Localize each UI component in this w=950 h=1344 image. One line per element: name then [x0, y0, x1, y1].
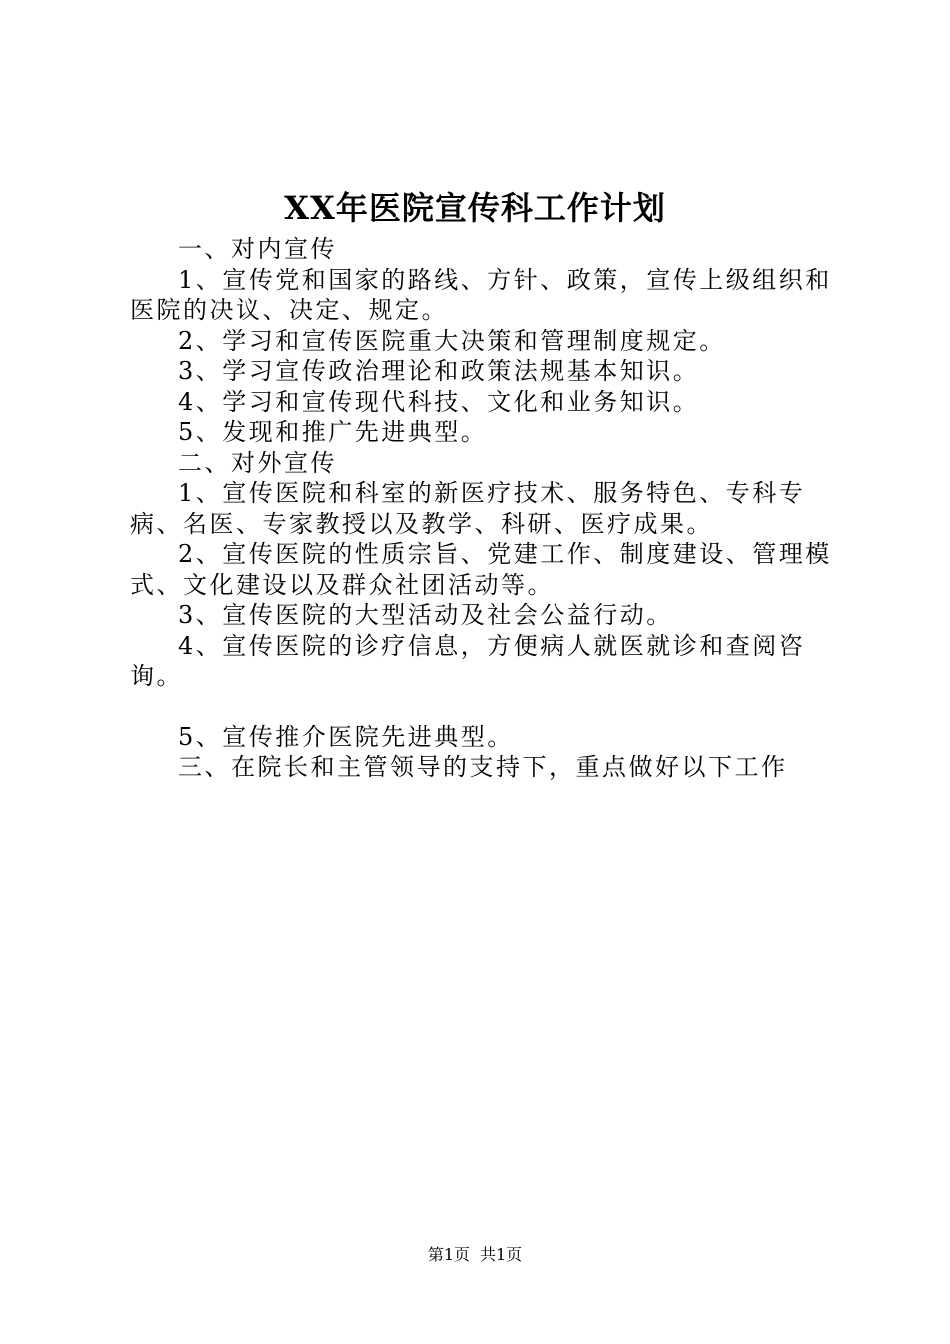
page-footer — [0, 1244, 950, 1266]
paragraph-internal-3: 3、学习宣传政治理论和政策法规基本知识。 — [178, 357, 700, 385]
paragraph-internal-1: 1、宣传党和国家的路线、方针、政策，宣传上级组织和医院的决议、决定、规定。 — [130, 265, 832, 324]
paragraph-external-2: 2、宣传医院的性质宗旨、党建工作、制度建设、管理模式、文化建设以及群众社团活动等。 — [130, 540, 832, 599]
document-body — [130, 234, 850, 783]
section-heading-external: 二、对外宣传 — [178, 448, 337, 477]
section-heading-key-work: 三、在院长和主管领导的支持下，重点做好以下工作 — [178, 753, 788, 781]
document-title: XX年医院宣传科工作计划 — [284, 189, 666, 227]
paragraph-external-1: 1、宣传医院和科室的新医疗技术、服务特色、专科专病、名医、专家教授以及教学、科研、医疗成果。 — [130, 479, 806, 538]
paragraph-external-3: 3、宣传医院的大型活动及社会公益行动。 — [178, 601, 673, 629]
paragraph-internal-4: 4、学习和宣传现代科技、文化和业务知识。 — [178, 387, 700, 416]
paragraph-external-4: 4、宣传医院的诊疗信息，方便病人就医就诊和查阅咨询。 — [130, 631, 806, 690]
page-number: 第1页 — [427, 1245, 470, 1264]
paragraph-internal-2: 2、学习和宣传医院重大决策和管理制度规定。 — [178, 326, 726, 355]
paragraph-internal-5: 5、发现和推广先进典型。 — [178, 418, 488, 446]
paragraph-external-5: 5、宣传推介医院先进典型。 — [178, 722, 514, 751]
section-heading-internal: 一、对内宣传 — [178, 235, 337, 263]
page-total: 共1页 — [480, 1245, 523, 1264]
